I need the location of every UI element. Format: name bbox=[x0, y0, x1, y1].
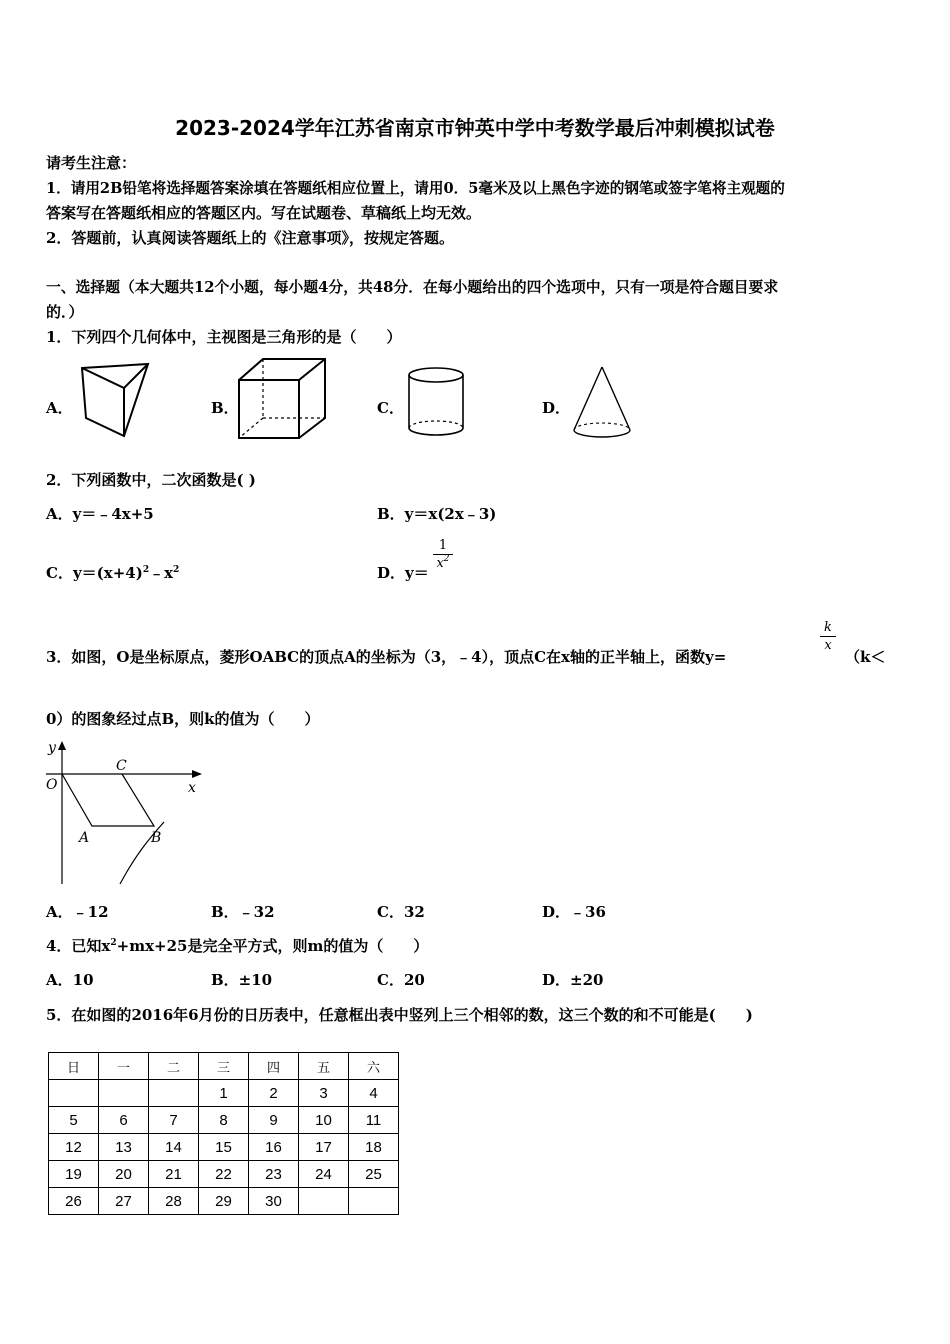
q2-option-d-fraction: 1 $x^2$ bbox=[433, 538, 453, 571]
calendar-cell: 7 bbox=[149, 1107, 199, 1134]
q1-option-a-label: A． bbox=[46, 399, 73, 417]
q4-option-c: C．20 bbox=[377, 971, 425, 989]
q2-option-b: B．y＝x(2x﹣3) bbox=[377, 505, 497, 523]
calendar-header: 三 bbox=[199, 1053, 249, 1080]
calendar-cell: 15 bbox=[199, 1134, 249, 1161]
q2-option-a: A．y＝﹣4x+5 bbox=[46, 505, 154, 523]
calendar-cell: 4 bbox=[349, 1080, 399, 1107]
graph-label-c: C bbox=[116, 758, 127, 774]
calendar-cell bbox=[99, 1080, 149, 1107]
notice-line-3: 2．答题前，认真阅读答题纸上的《注意事项》，按规定答题。 bbox=[46, 229, 454, 247]
q1-stem: 1．下列四个几何体中，主视图是三角形的是（ ） bbox=[46, 328, 402, 346]
calendar-cell: 3 bbox=[299, 1080, 349, 1107]
calendar-header: 六 bbox=[349, 1053, 399, 1080]
calendar-cell: 8 bbox=[199, 1107, 249, 1134]
calendar-header-row bbox=[49, 1053, 399, 1080]
calendar-header: 二 bbox=[149, 1053, 199, 1080]
calendar-cell: 21 bbox=[149, 1161, 199, 1188]
calendar-header: 一 bbox=[99, 1053, 149, 1080]
calendar-cell: 10 bbox=[299, 1107, 349, 1134]
calendar-cell: 30 bbox=[249, 1188, 299, 1215]
calendar-cell: 18 bbox=[349, 1134, 399, 1161]
calendar-row bbox=[49, 1107, 399, 1134]
q3-option-a: A．﹣12 bbox=[46, 903, 109, 921]
calendar-cell: 25 bbox=[349, 1161, 399, 1188]
graph-label-o: O bbox=[46, 777, 58, 793]
calendar-row bbox=[49, 1134, 399, 1161]
calendar-table bbox=[48, 1052, 399, 1215]
q1-option-c-label: C． bbox=[377, 399, 404, 417]
graph-label-a: A bbox=[79, 830, 90, 846]
graph-label-b: B bbox=[151, 830, 162, 846]
q3-rhombus-graph bbox=[44, 738, 206, 888]
cylinder-figure bbox=[404, 366, 468, 442]
calendar-cell: 19 bbox=[49, 1161, 99, 1188]
q2-option-c: C．$y=(x+4)^2﹣x^2$ bbox=[46, 564, 180, 582]
calendar-cell: 12 bbox=[49, 1134, 99, 1161]
calendar-header: 五 bbox=[299, 1053, 349, 1080]
q2-stem: 2．下列函数中，二次函数是( ) bbox=[46, 471, 256, 489]
calendar-cell: 14 bbox=[149, 1134, 199, 1161]
q5-stem: 5．在如图的2016年6月份的日历表中，任意框出表中竖列上三个相邻的数，这三个数的和不可能是( ) bbox=[46, 1006, 753, 1024]
section-heading-line-2: 的．） bbox=[46, 303, 84, 321]
calendar-cell: 11 bbox=[349, 1107, 399, 1134]
calendar-cell: 17 bbox=[299, 1134, 349, 1161]
calendar-cell: 9 bbox=[249, 1107, 299, 1134]
q3-stem-line-1: 3．如图，O是坐标原点，菱形OABC的顶点A的坐标为（3，﹣4），顶点C在x轴的正半轴上，函数y= bbox=[46, 648, 727, 666]
section-heading-line-1: 一、选择题（本大题共12个小题，每小题4分，共48分．在每小题给出的四个选项中，只有一项是符合题目要求 bbox=[46, 279, 779, 296]
q4-stem: 4．已知$x^2+mx+25$是完全平方式，则m的值为（ ） bbox=[46, 937, 429, 955]
calendar-row bbox=[49, 1188, 399, 1215]
cube-figure bbox=[236, 356, 331, 442]
calendar-cell: 16 bbox=[249, 1134, 299, 1161]
q3-option-b: B．﹣32 bbox=[211, 903, 275, 921]
calendar-cell: 2 bbox=[249, 1080, 299, 1107]
notice-heading: 请考生注意： bbox=[46, 154, 137, 172]
q1-option-d-label: D． bbox=[542, 399, 571, 417]
q3-function-fraction: k x bbox=[820, 620, 836, 653]
calendar-cell: 6 bbox=[99, 1107, 149, 1134]
calendar-row bbox=[49, 1161, 399, 1188]
q1-option-b-label: B． bbox=[211, 399, 239, 417]
q4-option-b: B．±10 bbox=[211, 971, 273, 989]
triangular-prism-figure bbox=[78, 360, 158, 440]
graph-label-x: x bbox=[188, 780, 196, 796]
calendar-cell: 26 bbox=[49, 1188, 99, 1215]
q4-option-d: D．±20 bbox=[542, 971, 604, 989]
calendar-cell: 29 bbox=[199, 1188, 249, 1215]
notice-line-1: 1．请用2B铅笔将选择题答案涂填在答题纸相应位置上，请用0．5毫米及以上黑色字迹的钢笔或签字笔将主观题的 bbox=[46, 180, 785, 197]
calendar-cell: 20 bbox=[99, 1161, 149, 1188]
q3-option-d: D．﹣36 bbox=[542, 903, 606, 921]
calendar-cell: 5 bbox=[49, 1107, 99, 1134]
calendar-header: 日 bbox=[49, 1053, 99, 1080]
calendar-cell bbox=[149, 1080, 199, 1107]
calendar-cell: 1 bbox=[199, 1080, 249, 1107]
calendar-cell bbox=[349, 1188, 399, 1215]
calendar-row bbox=[49, 1080, 399, 1107]
calendar-cell bbox=[49, 1080, 99, 1107]
graph-label-y: y bbox=[48, 740, 56, 756]
calendar-cell bbox=[299, 1188, 349, 1215]
notice-line-2: 答案写在答题纸相应的答题区内。写在试题卷、草稿纸上均无效。 bbox=[46, 204, 482, 222]
q4-option-a: A．10 bbox=[46, 971, 94, 989]
calendar-cell: 27 bbox=[99, 1188, 149, 1215]
calendar-header: 四 bbox=[249, 1053, 299, 1080]
calendar-cell: 22 bbox=[199, 1161, 249, 1188]
calendar-cell: 13 bbox=[99, 1134, 149, 1161]
q3-stem-line-1-end: （k＜ bbox=[845, 648, 886, 666]
calendar-cell: 24 bbox=[299, 1161, 349, 1188]
q3-stem-line-2: 0）的图象经过点B，则k的值为（ ） bbox=[46, 710, 320, 728]
calendar-cell: 28 bbox=[149, 1188, 199, 1215]
calendar-cell: 23 bbox=[249, 1161, 299, 1188]
page-title: 2023-2024学年江苏省南京市钟英中学中考数学最后冲刺模拟试卷 bbox=[175, 116, 775, 140]
cone-figure bbox=[570, 364, 634, 440]
q3-option-c: C．32 bbox=[377, 903, 425, 921]
q2-option-d: D．y＝ bbox=[377, 564, 429, 582]
